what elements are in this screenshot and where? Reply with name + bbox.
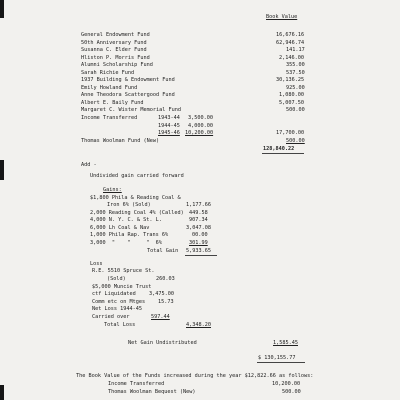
loss-amount: 15.73	[158, 299, 174, 305]
gain-item: 1,000 Phila Rap. Trans 6%	[90, 232, 169, 238]
fund-value: 355.00	[286, 62, 305, 68]
fund-name: Hliston P. Morris Fund	[81, 55, 150, 61]
binder-edge-middle	[0, 160, 4, 180]
loss-label: Loss	[90, 261, 103, 267]
grand-total-value: $ 130,155.77	[258, 355, 296, 361]
fund-name: Margaret C. Wister Memorial Fund	[81, 107, 181, 113]
income-year: 1945-46	[158, 130, 180, 136]
fund-name: 1937 Building & Endowment Fund	[81, 77, 175, 83]
loss-amount: 260.03	[156, 276, 175, 282]
total-loss-value: 4,348.20	[186, 322, 211, 328]
net-gain-label: Net Gain Undistributed	[128, 340, 197, 346]
fund-value: 537.50	[286, 70, 305, 76]
grand-total-rule	[257, 362, 305, 363]
gain-item: 2,000 Reading Coal 4% (Called)	[90, 210, 184, 216]
gain-item: Iron 6% (Sold)	[107, 202, 151, 208]
income-amount: 10,200.00	[185, 130, 214, 136]
increase-item: Income Transferred	[108, 381, 165, 387]
income-year: 1944-45	[158, 123, 180, 129]
binder-edge-top	[0, 0, 4, 18]
fund-value: 5,007.50	[279, 100, 304, 106]
increase-item: Thomas Woolman Bequest (New)	[108, 389, 196, 395]
gain-item: 6,000 Lh Coal & Nav	[90, 225, 150, 231]
binder-edge-bottom	[0, 385, 4, 400]
book-value-heading: Book Value	[266, 14, 298, 20]
increase-amount: 10,200.00	[272, 381, 301, 387]
loss-item: R.E. 5510 Spruce St.	[92, 268, 155, 274]
gain-amount: 3,047.08	[186, 225, 211, 231]
undivided-gain-label: Undivided gain carried forward	[90, 173, 184, 179]
fund-value: 16,676.16	[276, 32, 305, 38]
woolman-fund-name: Thomas Woolman Fund (New)	[81, 138, 160, 144]
income-label: Income Transferred	[81, 115, 138, 121]
fund-name: Albert E. Baily Fund	[81, 100, 144, 106]
total-gain-value: 5,933.65	[186, 248, 211, 254]
gain-amount: 1,177.66	[186, 202, 211, 208]
fund-value: 30,136.25	[276, 77, 305, 83]
fund-value: 925.00	[286, 85, 305, 91]
fund-value: 500.00	[286, 107, 305, 113]
loss-item: (Sold)	[107, 276, 126, 282]
fund-value: 1,080.00	[279, 92, 304, 98]
loss-item: Comm etc on Mtges	[92, 299, 146, 305]
fund-value: 2,146.00	[279, 55, 304, 61]
gain-amount: 301.99	[189, 240, 208, 246]
woolman-fund-value: 500.00	[286, 138, 305, 144]
fund-name: Alumni Scholarship Fund	[81, 62, 153, 68]
income-amount: 3,500.00	[188, 115, 213, 121]
increase-sentence: The Book Value of the Funds increased during the year $12,822.66 as follows:	[76, 373, 314, 379]
fund-name: Sarah Richie Fund	[81, 70, 135, 76]
fund-name: Emily Howland Fund	[81, 85, 138, 91]
gain-amount: 907.34	[189, 217, 208, 223]
net-gain-value: 1,585.45	[273, 340, 298, 346]
fund-name: General Endowment Fund	[81, 32, 150, 38]
gains-label: Gains:	[103, 187, 122, 193]
loss-amount: 597.44	[151, 314, 170, 320]
gain-item: 4,000 N. Y. C. & St. L.	[90, 217, 162, 223]
fund-name: 50th Anniversary Fund	[81, 40, 147, 46]
gain-amount: 449.58	[189, 210, 208, 216]
loss-item: Carried over	[92, 314, 130, 320]
income-total: 17,700.00	[276, 130, 305, 136]
gain-amount: 00.00	[192, 232, 208, 238]
total-loss-label: Total Loss	[104, 322, 136, 328]
loss-amount: 3,475.00	[149, 291, 174, 297]
total-gain-rule	[185, 255, 217, 256]
loss-item: $5,000 Muncie Trust	[92, 284, 152, 290]
increase-amount: 500.00	[282, 389, 301, 395]
subtotal-rule	[262, 153, 304, 154]
gain-item: 3,000 " " " 6%	[90, 240, 162, 246]
loss-item: ctf Liquidated	[92, 291, 136, 297]
total-gain-label: Total Gain	[147, 248, 179, 254]
subtotal-value: 128,840.22	[263, 146, 295, 152]
gain-item: $1,800 Phila & Reading Coal &	[90, 195, 181, 201]
income-year: 1943-44	[158, 115, 180, 121]
income-amount: 4,000.00	[188, 123, 213, 129]
add-label: Add -	[81, 162, 97, 168]
loss-item: Net Loss 1944-45	[92, 306, 142, 312]
fund-name: Anne Theodora Scattergood Fund	[81, 92, 175, 98]
fund-name: Susanna C. Elder Fund	[81, 47, 147, 53]
fund-value: 141.17	[286, 47, 305, 53]
fund-value: 62,946.74	[276, 40, 305, 46]
